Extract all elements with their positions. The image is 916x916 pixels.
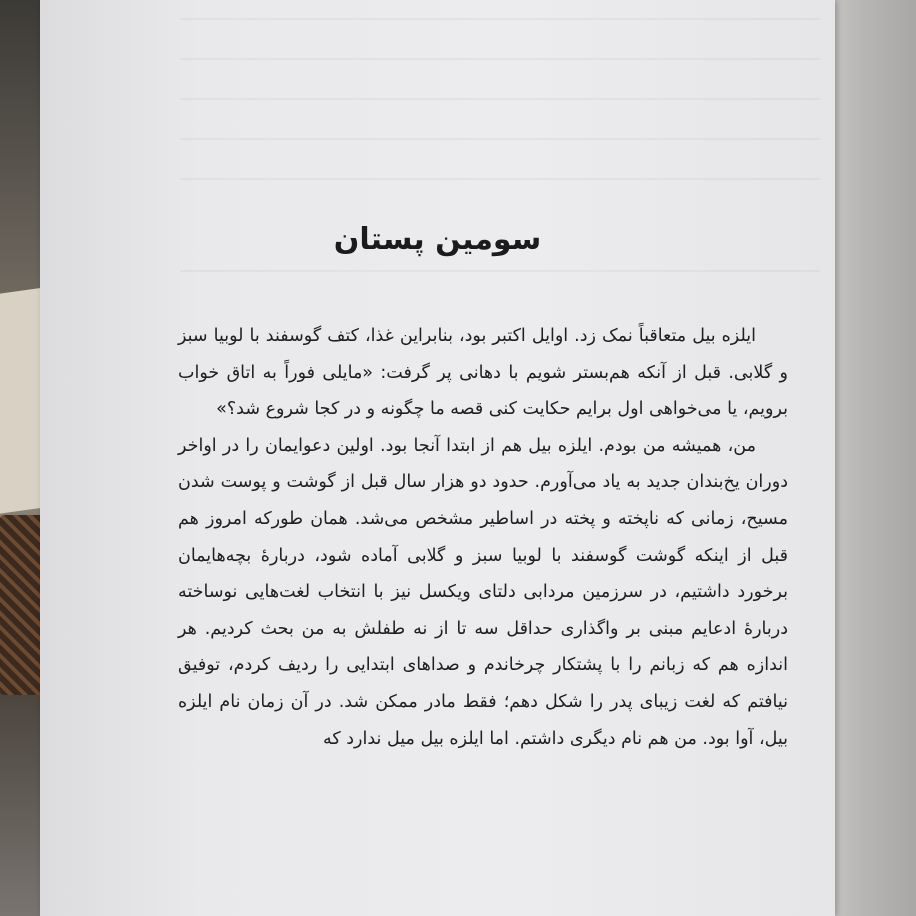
paragraph: ایلزه بیل متعاقباً نمک زد. اوایل اکتبر بود، بنابراین غذا، کتف گوسفند با لوبیا سبز و گلابی. قبل از آنکه هم‌بستر شویم با دهانی پر گرفت: «مایلی فوراً به اتاق خواب برویم، یا می‌خواهی اول برایم حکایت کنی قصه ما چگونه و در کجا شروع شد؟» <box>178 326 788 420</box>
chapter-title: سومین پستان <box>333 222 542 257</box>
bleed-through-line <box>180 138 820 140</box>
bleed-through-line <box>180 18 820 20</box>
bleed-through-line <box>180 270 820 272</box>
bleed-through-line <box>180 178 820 180</box>
paragraph: من، همیشه من بودم. ایلزه بیل هم از ابتدا آنجا بود. اولین دعوایمان را در اواخر دوران یخ‌بندان جدید به یاد می‌آورم. حدود دو هزار سال قبل از گوشت و پوست شدن مسیح، زمانی که ناپخته و پخته در اساطیر مشخص می‌شد. همان طورکه امروز هم قبل از اینکه گوشت گوسفند با لوبیا سبز و گلابی آماده شود، دربارهٔ بچه‌هایمان برخورد داشتیم، در سرزمین مردابی دلتای ویکسل نیز با انتخاب لغت‌هایی نوساخته دربارهٔ ادعایم مبنی بر واگذاری حداقل سه تا از نه طفلش به من بحث کردیم. هر اندازه هم که زبانم را با پشتکار چرخاندم و صداهای ابتدایی را ردیف کردم، توفیق نیافتم که لغت زیبای پدر را شکل دهم؛ فقط مادر ممکن شد. در آن زمان نام ایلزه بیل، آوا بود. من هم نام دیگری داشتم. اما ایلزه بیل میل ندارد که <box>178 435 788 749</box>
bleed-through-line <box>180 98 820 100</box>
bleed-through-line <box>180 58 820 60</box>
body-text <box>178 318 788 757</box>
background-right <box>826 0 916 916</box>
